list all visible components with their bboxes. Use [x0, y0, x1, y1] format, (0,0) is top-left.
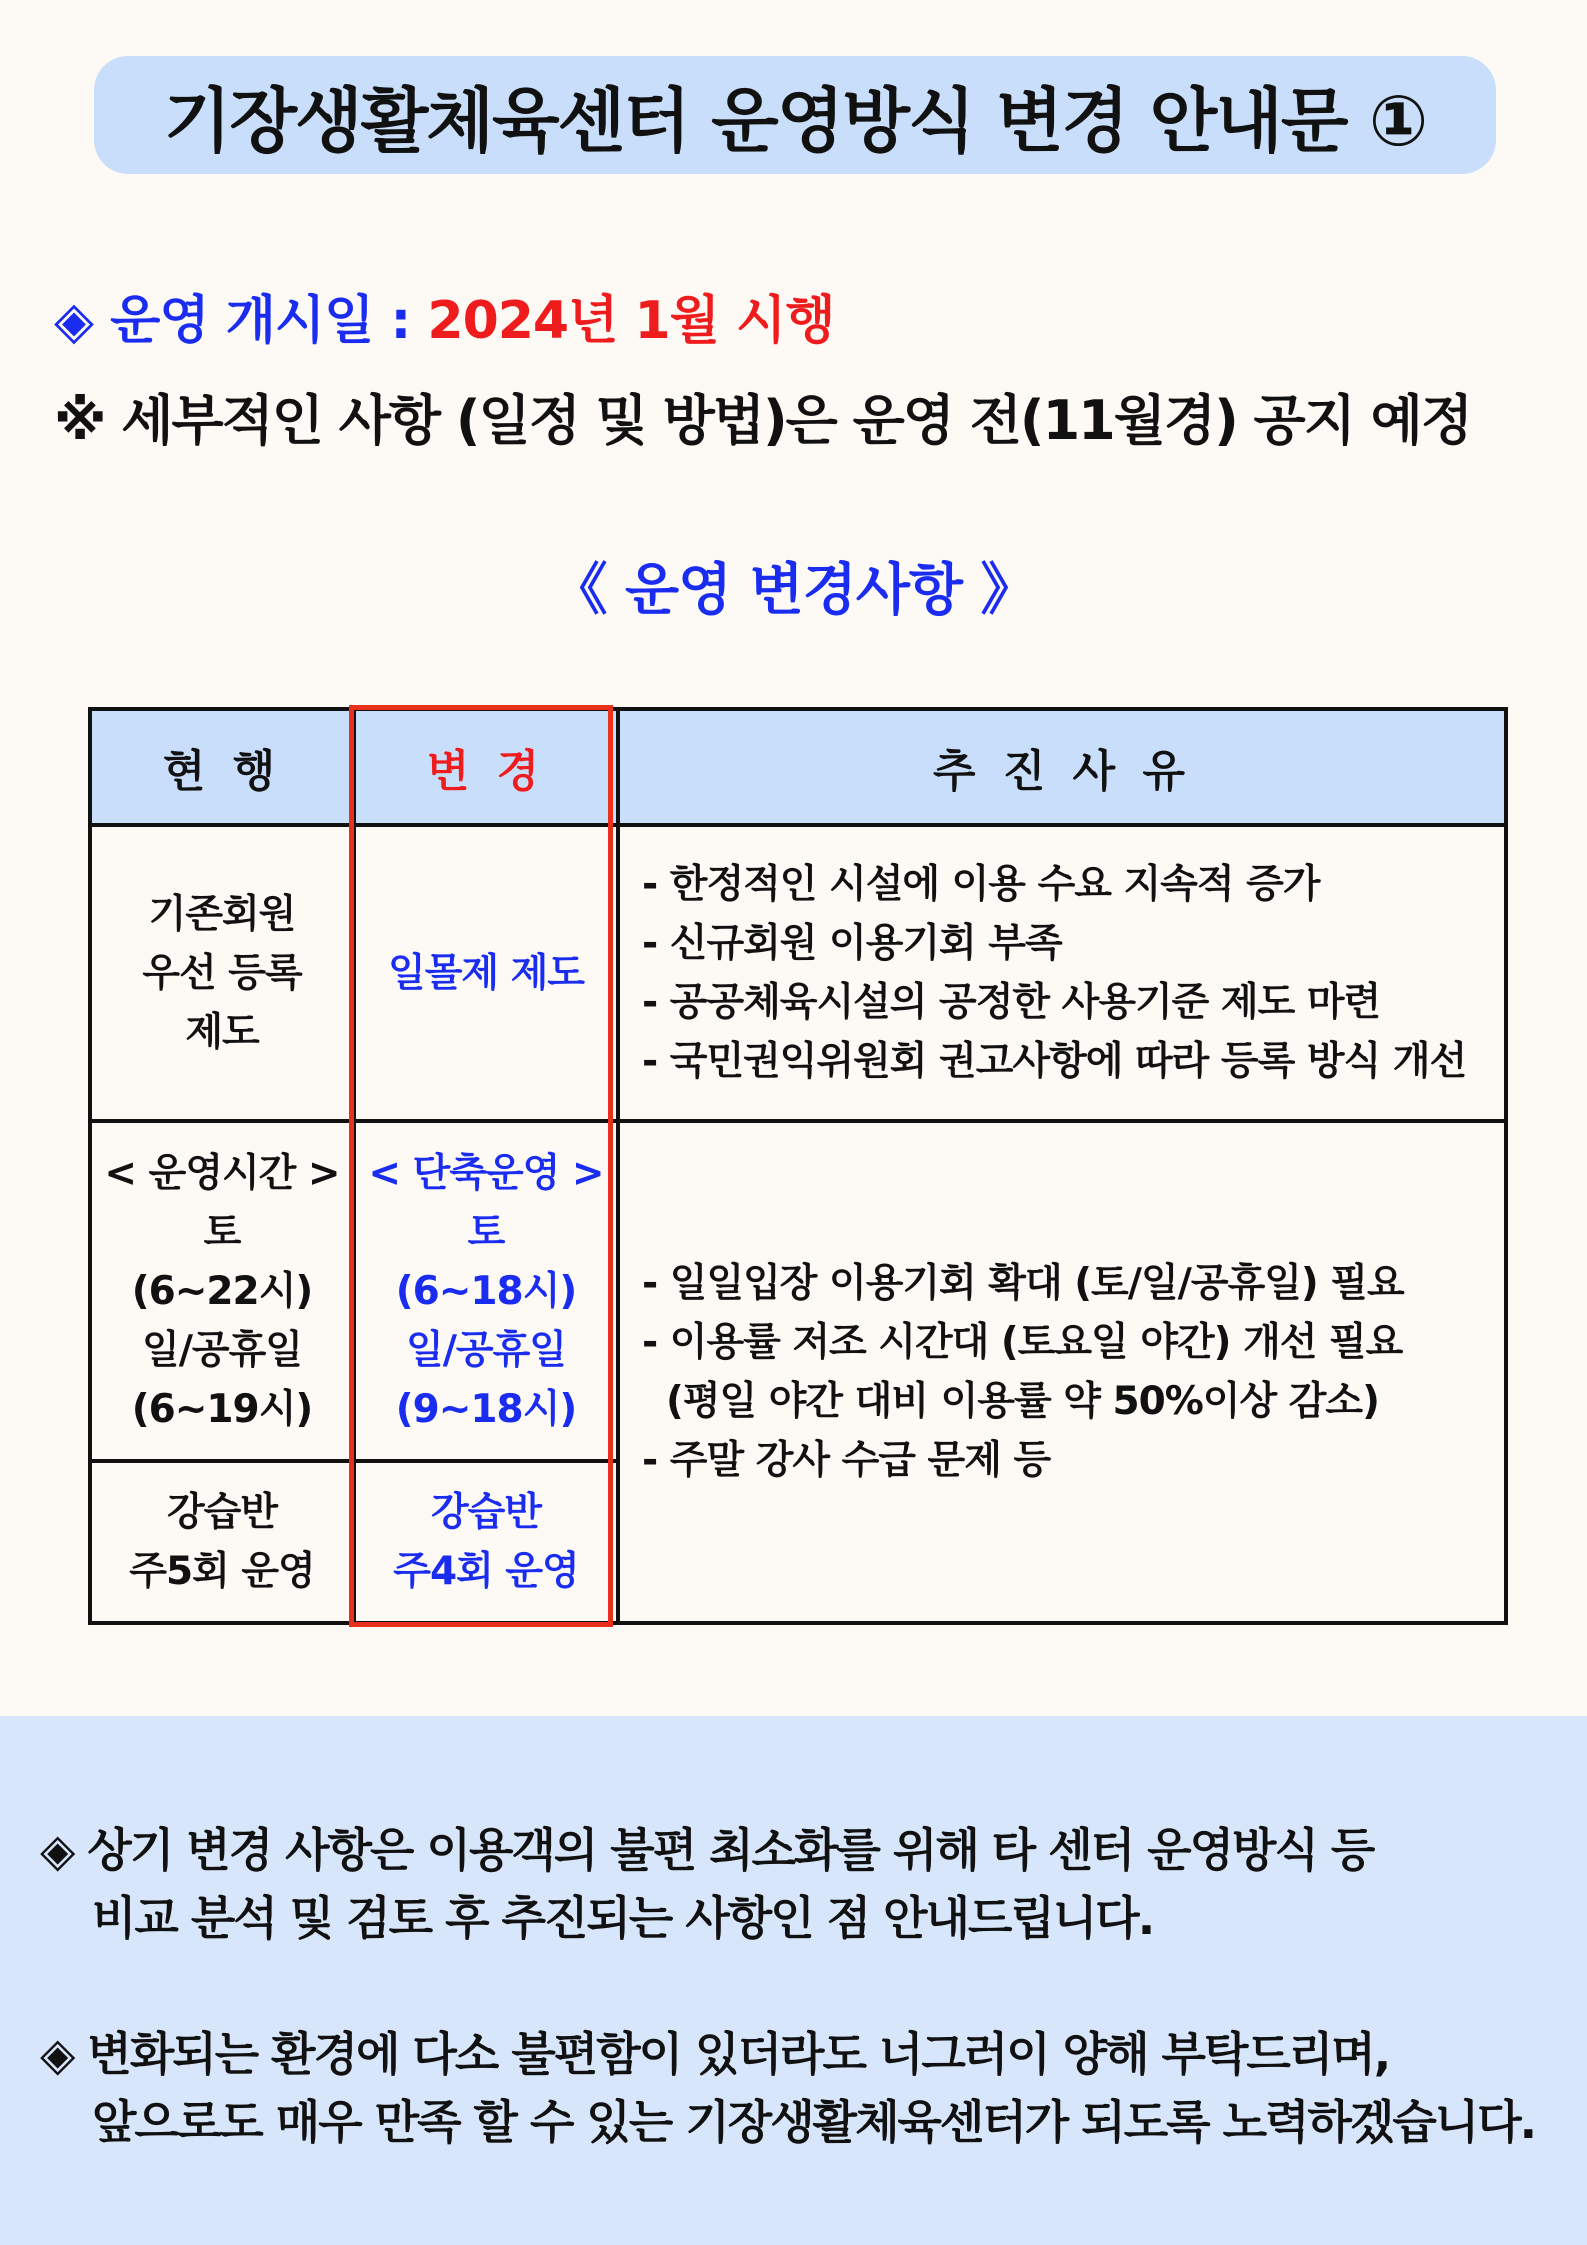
cell-line: 강습반: [166, 1490, 278, 1535]
cell-changed: [354, 1121, 618, 1461]
open-date-line: [54, 278, 834, 353]
footer-note-line: 앞으로도 매우 만족 할 수 있는 기장생활체육센터가 되도록 노력하겠습니다.: [92, 2095, 1536, 2149]
cell-line: 일/공휴일: [142, 1327, 302, 1373]
cell-reason: [618, 1121, 1506, 1623]
schedule-notice: ※ 세부적인 사항 (일정 및 방법)은 운영 전(11월경) 공지 예정: [54, 389, 1472, 452]
cell-current: [90, 1461, 354, 1623]
footer-note-line: 변화되는 환경에 다소 불편함이 있더라도 너그러이 양해 부탁드리며,: [87, 2027, 1390, 2081]
diamond-bullet-icon: ◈: [40, 2027, 74, 2081]
cell-changed: [354, 825, 618, 1121]
reason-line: - 이용률 저조 시간대 (토요일 야간) 개선 필요: [642, 1320, 1403, 1365]
cell-line: (6~22시): [131, 1268, 313, 1314]
reason-line: - 주말 강사 수급 문제 등: [642, 1438, 1051, 1483]
page-title: 기장생활체육센터 운영방식 변경 안내문 ①: [163, 79, 1427, 162]
footer-note-line: 비교 분석 및 검토 후 추진되는 사항인 점 안내드립니다.: [92, 1891, 1154, 1945]
diamond-bullet-icon: ◈: [40, 1823, 74, 1877]
cell-current: [90, 1121, 354, 1461]
table-row: [90, 825, 1506, 1121]
footer-panel: [0, 1716, 1587, 2245]
cell-line: 주4회 운영: [393, 1549, 579, 1594]
title-banner: [94, 56, 1496, 174]
cell-line: 제도: [185, 1009, 259, 1055]
open-date-label: 운영 개시일 :: [110, 291, 411, 351]
cell-line: < 단축운영 >: [368, 1150, 604, 1196]
cell-line: (6~18시): [395, 1268, 577, 1314]
reason-line: - 신규회원 이용기회 부족: [642, 921, 1062, 966]
cell-line: 강습반: [430, 1490, 542, 1535]
cell-line: 우선 등록: [142, 950, 302, 996]
table-row: [90, 1121, 1506, 1461]
header-reason: 추 진 사 유: [618, 709, 1506, 825]
cell-current: [90, 825, 354, 1121]
section-title: 《 운영 변경사항 》: [551, 558, 1036, 623]
footer-note-line: 상기 변경 사항은 이용객의 불편 최소화를 위해 타 센터 운영방식 등: [87, 1823, 1374, 1877]
cell-line: (9~18시): [395, 1386, 577, 1432]
footer-note: [40, 2020, 1535, 2156]
header-current: 현 행: [90, 709, 354, 825]
reason-line: - 국민권익위원회 권고사항에 따라 등록 방식 개선: [642, 1039, 1467, 1084]
reason-line: - 일일입장 이용기회 확대 (토/일/공휴일) 필요: [642, 1261, 1404, 1306]
changes-table: [88, 707, 1508, 1625]
reason-line: - 한정적인 시설에 이용 수요 지속적 증가: [642, 862, 1320, 907]
cell-line: 기존회원: [148, 891, 296, 937]
cell-line: 토: [467, 1209, 505, 1255]
cell-changed: [354, 1461, 618, 1623]
cell-line: (6~19시): [131, 1386, 313, 1432]
footer-note: [40, 1816, 1373, 1952]
cell-reason: [618, 825, 1506, 1121]
cell-line: 일/공휴일: [406, 1327, 566, 1373]
cell-line: < 운영시간 >: [104, 1150, 340, 1196]
table-header-row: [90, 709, 1506, 825]
diamond-bullet-icon: ◈: [54, 291, 93, 351]
reason-line: (평일 야간 대비 이용률 약 50%이상 감소): [666, 1379, 1379, 1424]
cell-line: 일몰제 제도: [388, 950, 584, 996]
open-date-value: 2024년 1월 시행: [427, 291, 835, 351]
cell-line: 토: [203, 1209, 241, 1255]
cell-line: 주5회 운영: [129, 1549, 315, 1594]
reason-line: - 공공체육시설의 공정한 사용기준 제도 마련: [642, 980, 1381, 1025]
header-changed: 변 경: [354, 709, 618, 825]
